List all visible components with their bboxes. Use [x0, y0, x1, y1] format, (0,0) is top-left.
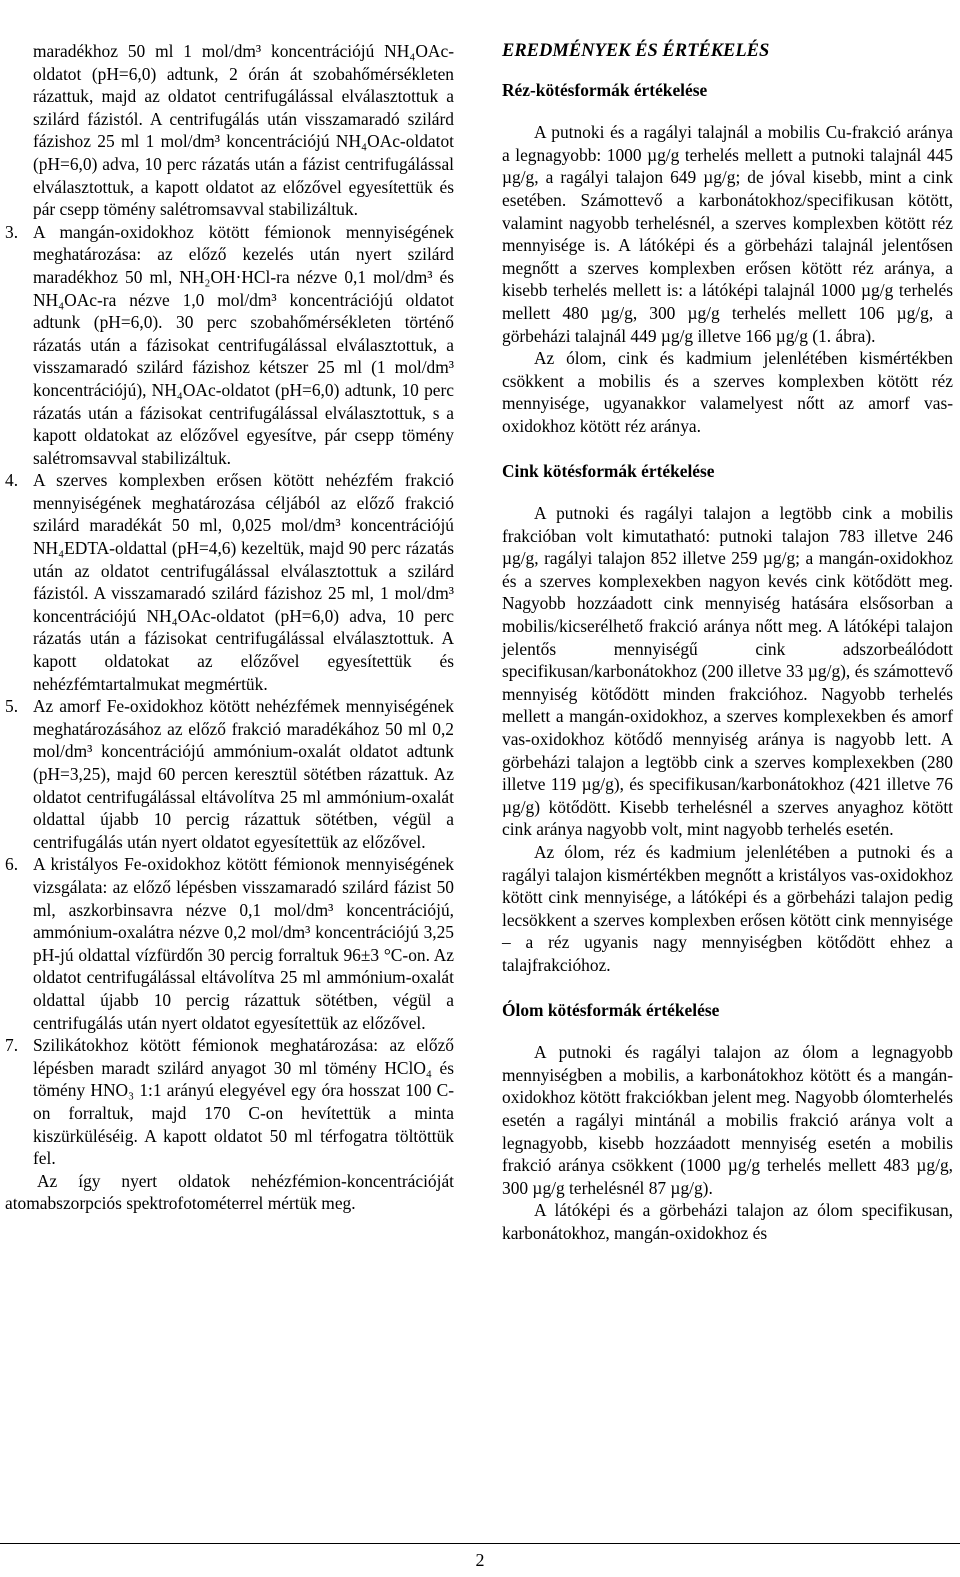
list-text: A kristályos Fe-oxidokhoz kötött fémionok mennyiségének vizsgálata: az előző lépésben visszamaradó szilárd fázist 50 ml, aszkorbinsavra nézve 0,1 mol/dm³ koncentrációjú, ammónium-oxalátra nézve 0,2 mol/dm³ koncentrációjú 3,25 pH-jú oldattal vízfürdőn 30 percig forraltuk 96±3 °C-on. Az oldatot centrifugálással eltávolítva 25 ml ammónium-oxalát oldattal újabb 10 percig rázattuk sötétben, végül a centrifugálás után nyert oldatot egyesítettük az előzővel. — [33, 854, 454, 1033]
section-heading-copper: Réz-kötésformák értékelése — [502, 79, 708, 100]
list-number: 3. — [5, 221, 19, 242]
list-number: 6. — [5, 854, 19, 875]
list-text: Szilikátokhoz kötött fémionok meghatározása: az előző lépésben maradt szilárd anyagot 30 ml tömény HClO₄ és tömény HNO₃ 1:1 arányú elegyével egy óra hosszat 100 C-on forraltuk, majd 170 C-on hevítettük a minta kiszürküléséig. A kapott oldatot 50 ml térfogatra töltöttük fel. — [33, 1035, 454, 1169]
intro-paragraph: maradékhoz 50 ml 1 mol/dm³ koncentrációjú NH₄OAc-oldatot (pH=6,0) adtunk, 2 órán át szobahőmérsékleten rázattuk, majd az oldatot centrifugálással elválasztottuk a szilárd fázistól. A centrifugálás után visszamaradó szilárd fázishoz 25 ml 1 mol/dm³ koncentrációjú NH₄OAc-oldatot (pH=6,0) adva, 10 perc rázatás után a fázist centrifugálással elválasztottuk, a kapott oldatot az előzővel egyesítettük és pár csepp tömény salétromsavval stabilizáltuk. — [33, 41, 454, 220]
spacer — [502, 438, 953, 460]
copper-paragraph-2: Az ólom, cink és kadmium jelenlétében kismértékben csökkent a mobilis és a szerves komplexben kötött réz mennyisége, ugyanakkor valamelyest nőtt az amorf vas-oxidokhoz kötött réz aránya. — [502, 348, 953, 436]
left-column — [5, 40, 454, 1215]
copper-paragraph-1: A putnoki és a ragályi talajnál a mobilis Cu-frakció aránya a legnagyobb: 1000 µg/g terhelés mellett a putnoki talajnál 445 µg/g, a ragályi talajon 649 µg/g; de jóval kisebb, mint a cink esetében. Számottevő a karbonátokhoz/specifikusan kötött, valamint nagyobb terhelésnél, a szerves komplexben kötött réz mennyisége is. A látóképi és a görbeházi talajnál jelentősen megnőtt a szerves komplexben erősen kötött réz aránya, a kisebb terhelés mellett is: a látóképi talajnál 1000 µg/g terhelés mellett 480 µg/g, 300 µg/g terhelés mellett 106 µg/g, a görbeházi talajnál 449 µg/g illetve 166 µg/g (1. ábra). — [502, 122, 953, 346]
list-text: A mangán-oxidokhoz kötött fémionok mennyiségének meghatározása: az előző kezelés után nyert szilárd maradékhoz 50 ml, NH₂OH·HCl-ra nézve 0,1 mol/dm³ és NH₄OAc-ra nézve 1,0 mol/dm³ koncentrációjú oldatot adtunk (pH=6,0). 30 perc szobahőmérsékleten történő rázatás után a fázisokat centrifugálással elválasztottuk, a visszamaradó szilárd fázishoz kétszer 25 ml (1 mol/dm³ koncentrációjú), NH₄OAc-oldatot (pH=6,0) adtunk, 10 perc rázatás után a fázisokat centrifugálással elválasztottuk, s a kapott oldatokat az előzővel egyesítve, pár csepp tömény salétromsavval stabilizáltuk. — [33, 221, 454, 468]
lead-paragraph-1: A putnoki és ragályi talajon az ólom a legnagyobb mennyiségben a mobilis, a karbonátokhoz kötött és a mangán-oxidokhoz kötött frakciókban jelent meg. Nagyobb ólomterhelés esetén a ragályi mintánál a mobilis frakció aránya volt a legnagyobb, kisebb hozzáadott mennyiség esetén a mobilis frakció aránya csökkent (1000 µg/g terhelés mellett 483 µg/g, 300 µg/g terhelésnél 87 µg/g). — [502, 1042, 953, 1198]
zinc-paragraph-2: Az ólom, réz és kadmium jelenlétében a putnoki és a ragályi talajon kismértékben megnőtt a kristályos vas-oxidokhoz kötött cink mennyisége, a látóképi és a görbeházi talajon pedig lecsökkent a szerves komplexben erősen kötött cink mennyisége – a réz ugyanis nagy mennyiségben kötődött ehhez a talajfrakcióhoz. — [502, 842, 953, 975]
section-heading-zinc: Cink kötésformák értékelése — [502, 460, 715, 481]
list-text: A szerves komplexben erősen kötött nehézfém frakció mennyiségének meghatározása céljából az előző frakció szilárd maradékát 50 ml, 0,025 mol/dm³ koncentrációjú NH₄EDTA-oldattal (pH=4,6) kezeltük, majd 90 perc rázatás után az oldatot centrifugálással elválasztottuk a szilárd fázistól. A visszamaradó szilárd fázishoz 25 ml, 1 mol/dm³ koncentrációjú NH₄OAc-oldatot (pH=6,0) adva, 10 perc rázatás után a fázisokat centrifugálással elválasztottuk. A kapott oldatokat az előzővel egyesítettük és nehézfémtartalmukat megmértük. — [33, 470, 454, 694]
list-item — [5, 695, 454, 853]
list-number: 4. — [5, 470, 19, 491]
list-number: 5. — [5, 696, 19, 717]
list-item — [5, 469, 454, 695]
right-column — [502, 40, 953, 1245]
list-text: Az amorf Fe-oxidokhoz kötött nehézfémek mennyiségének meghatározásához az előző frakció maradékához 50 ml 0,2 mol/dm³ koncentrációjú ammónium-oxalát oldatot adtunk (pH=3,25), majd 60 percen keresztül sötétben rázattuk. Az oldatot centrifugálással eltávolítva 25 ml ammónium-oxalát oldattal újabb 10 percig rázattuk sötétben, végül a centrifugálás után nyert oldatot egyesítettük az előzővel. — [33, 696, 454, 852]
footer-divider — [0, 1543, 960, 1544]
spacer — [502, 977, 953, 999]
page-number: 2 — [475, 1550, 485, 1570]
closing-paragraph: Az így nyert oldatok nehézfémion-koncentrációját atomabszorpciós spektrofotométerrel mértük meg. — [5, 1170, 454, 1214]
results-heading: EREDMÉNYEK ÉS ÉRTÉKELÉS — [502, 41, 770, 61]
lead-paragraph-2: A látóképi és a görbeházi talajon az ólom specifikusan, karbonátokhoz, mangán-oxidokhoz és — [502, 1200, 953, 1243]
zinc-paragraph-1: A putnoki és ragályi talajon a legtöbb cink a mobilis frakcióban volt kimutatható: putnoki talajon 783 illetve 246 µg/g, ragályi talajon 852 illetve 259 µg/g; a mangán-oxidokhoz és a szerves komplexekben nagyon kevés cink kötődött meg. Nagyobb hozzáadott cink mennyiség hatására elsősorban a mobilis/kicserélhető frakció aránya nőtt meg. A látóképi talajon jelentős mennyiségű cink adszorbeálódott specifikusan/karbonátokhoz (200 illetve 33 µg/g), és számottevő mennyiség kötődött minden frakcióhoz. Nagyobb terhelés mellett a mangán-oxidokhoz, a szerves komplexekben és amorf vas-oxidokhoz kötődő mennyiség aránya is nagyobb lett. A görbeházi talajon a legtöbb cink a szerves komplexekben (280 illetve 119 µg/g), és specifikusan/karbonátokhoz (421 illetve 76 µg/g) kötődött. Kisebb terhelésnél a szerves anyaghoz kötött cink aránya nagyobb volt, mint nagyobb terhelés esetén. — [502, 503, 953, 840]
section-heading-lead: Ólom kötésformák értékelése — [502, 999, 720, 1020]
list-item — [5, 221, 454, 470]
list-item — [5, 853, 454, 1034]
list-number: 7. — [5, 1035, 19, 1056]
list-item — [5, 1034, 454, 1170]
